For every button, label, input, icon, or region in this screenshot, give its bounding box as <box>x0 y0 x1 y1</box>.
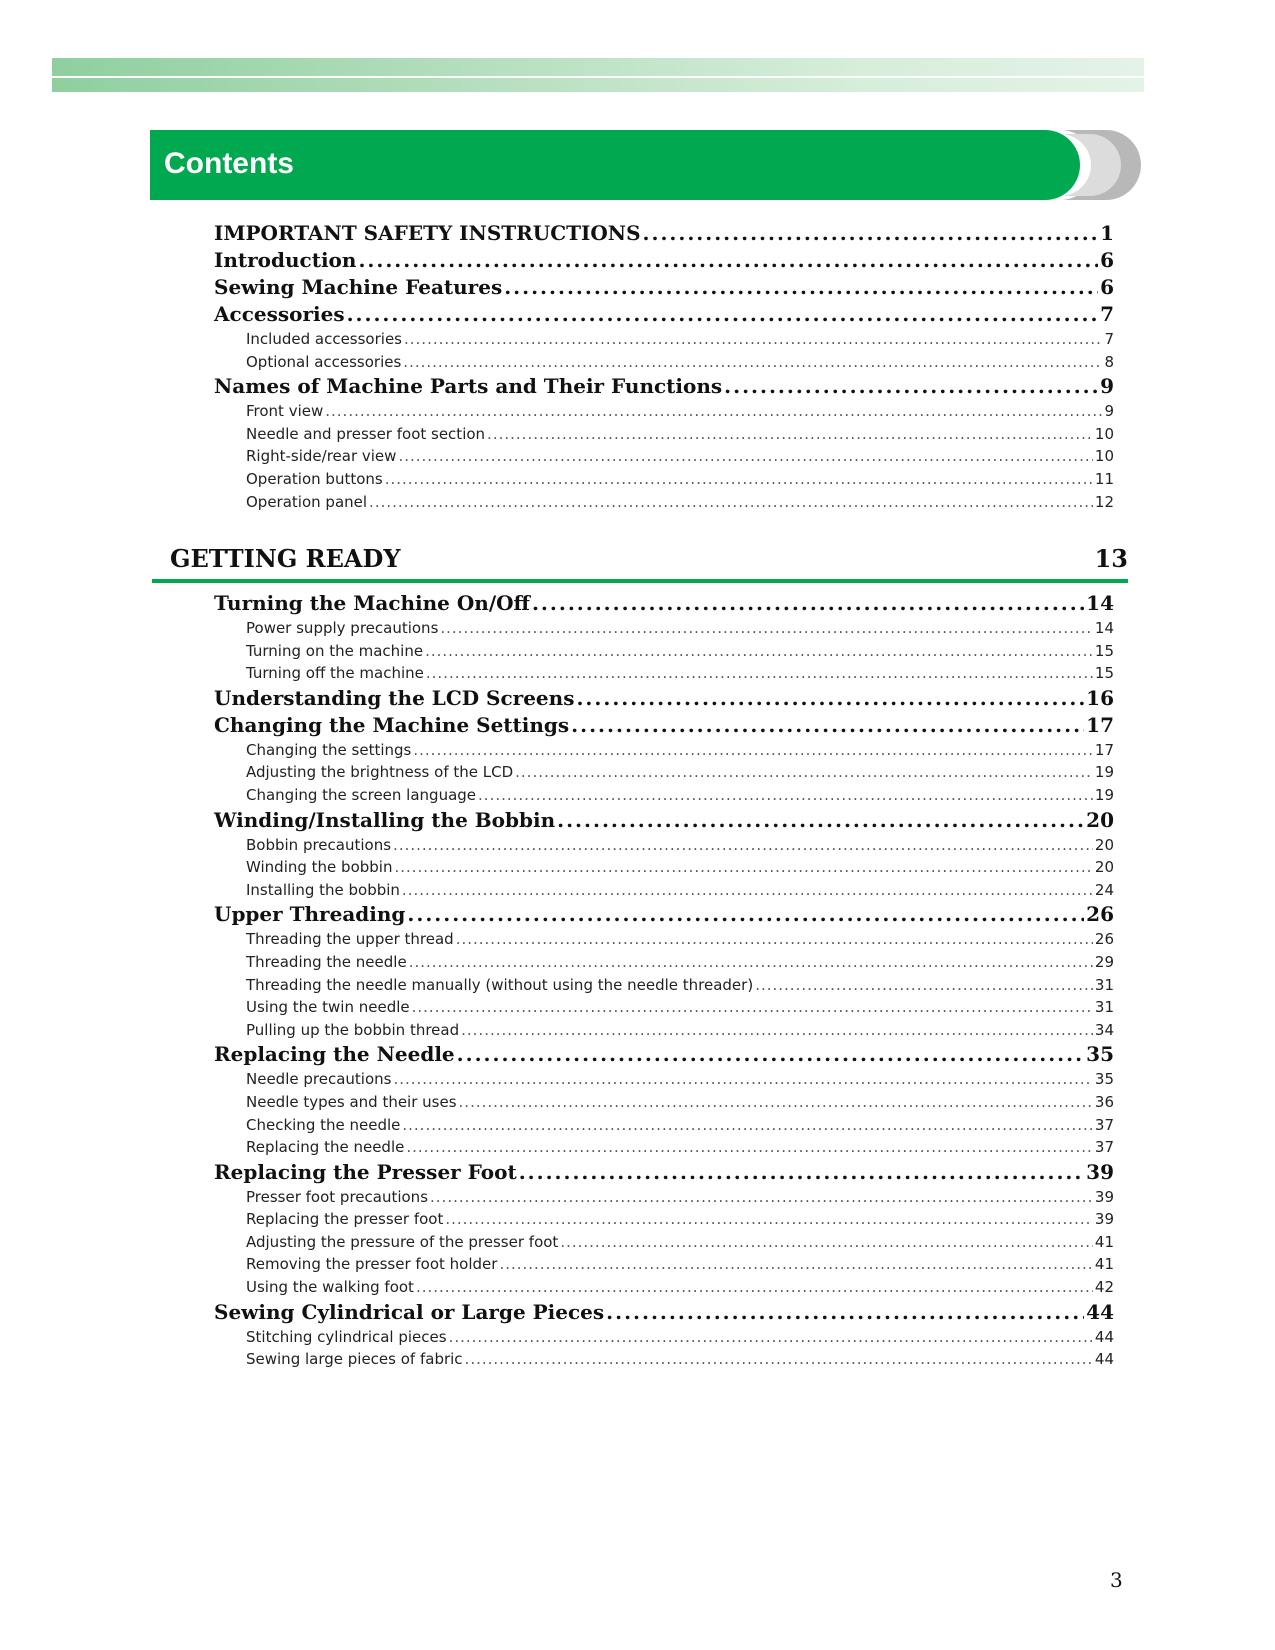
toc-entry-label: Sewing large pieces of fabric <box>246 1350 463 1369</box>
toc-entry-page: 11 <box>1094 469 1114 488</box>
toc-entry-page: 44 <box>1094 1350 1114 1369</box>
toc-entry-page: 19 <box>1094 785 1114 804</box>
toc-entry-label: Threading the needle <box>246 952 407 971</box>
toc-entry-sub[interactable] <box>214 834 1114 857</box>
toc-entry-label: Adjusting the pressure of the presser foot <box>246 1232 559 1251</box>
toc-entry-page: 10 <box>1094 447 1114 466</box>
toc-leader-dots <box>403 351 1102 374</box>
toc-entry-sub[interactable] <box>214 1114 1114 1137</box>
toc-entry-sub[interactable] <box>214 328 1114 351</box>
toc-leader-dots <box>369 491 1093 514</box>
toc-entry-label: Pulling up the bobbin thread <box>246 1020 460 1039</box>
toc-leader-dots <box>393 1068 1092 1091</box>
toc-entry-page: 12 <box>1094 492 1114 511</box>
toc-leader-dots <box>519 1159 1084 1186</box>
toc-entry-sub[interactable] <box>214 1208 1114 1231</box>
toc-entry-main[interactable] <box>214 373 1114 400</box>
toc-leader-dots <box>557 807 1084 834</box>
toc-leader-dots <box>643 220 1099 247</box>
toc-entry-label: Changing the screen language <box>246 785 477 804</box>
toc-leader-dots <box>456 928 1093 951</box>
toc-entry-page: 19 <box>1094 763 1114 782</box>
toc-entry-label: Threading the upper thread <box>246 930 454 949</box>
toc-entry-page: 9 <box>1100 374 1114 399</box>
header-decoration-band <box>52 58 1144 92</box>
toc-leader-dots <box>499 1253 1092 1276</box>
toc-entry-label: Needle and presser foot section <box>246 424 486 443</box>
toc-entry-label: Upper Threading <box>214 902 406 927</box>
toc-leader-dots <box>347 301 1099 328</box>
toc-entry-label: Installing the bobbin <box>246 880 400 899</box>
toc-entry-page: 6 <box>1100 275 1114 299</box>
toc-entry-page: 42 <box>1094 1278 1114 1297</box>
toc-entry-sub[interactable] <box>214 1068 1114 1091</box>
toc-entry-sub[interactable] <box>214 1253 1114 1276</box>
toc-entry-sub[interactable] <box>214 1231 1114 1254</box>
toc-entry-sub[interactable] <box>214 1186 1114 1209</box>
toc-entry-label: Optional accessories <box>246 352 402 371</box>
banner-swoosh-icon <box>1060 130 1150 200</box>
toc-entry-page: 14 <box>1094 619 1114 637</box>
toc-entry-label: Using the walking foot <box>246 1278 414 1297</box>
toc-entry-page: 39 <box>1086 1159 1114 1184</box>
toc-leader-dots <box>449 1326 1093 1349</box>
toc-leader-dots <box>394 856 1092 879</box>
toc-entry-label: Understanding the LCD Screens <box>214 685 575 710</box>
toc-leader-dots <box>413 739 1093 762</box>
toc-intro-list <box>214 220 1114 513</box>
toc-leader-dots <box>515 761 1093 784</box>
toc-entry-sub[interactable] <box>214 640 1114 663</box>
toc-leader-dots <box>406 1136 1093 1159</box>
toc-entry-label: IMPORTANT SAFETY INSTRUCTIONS <box>214 221 641 245</box>
toc-leader-dots <box>398 445 1092 468</box>
toc-entry-page: 37 <box>1094 1138 1114 1157</box>
toc-entry-sub[interactable] <box>214 491 1114 514</box>
toc-leader-dots <box>445 1208 1093 1231</box>
toc-entry-sub[interactable] <box>214 951 1114 974</box>
toc-entry-page: 20 <box>1086 807 1114 832</box>
toc-leader-dots <box>409 951 1093 974</box>
toc-entry-label: Bobbin precautions <box>246 835 392 854</box>
toc-entry-page: 26 <box>1094 930 1114 949</box>
toc-entry-label: Operation buttons <box>246 469 383 488</box>
toc-leader-dots <box>385 468 1093 491</box>
toc-entry-page: 24 <box>1094 880 1114 899</box>
toc-entry-label: Adjusting the brightness of the LCD <box>246 763 514 782</box>
toc-entry-label: Replacing the Presser Foot <box>214 1159 517 1184</box>
toc-entry-sub[interactable] <box>214 856 1114 879</box>
toc-leader-dots <box>402 1114 1093 1137</box>
toc-entry-sub[interactable] <box>214 1091 1114 1114</box>
toc-entry-main[interactable] <box>214 712 1114 739</box>
toc-entry-label: Turning the Machine On/Off <box>214 591 530 615</box>
toc-entry-page: 6 <box>1100 248 1114 272</box>
toc-entry-page: 15 <box>1094 664 1114 683</box>
toc-entry-page: 44 <box>1094 1327 1114 1346</box>
toc-leader-dots <box>425 640 1093 663</box>
toc-leader-dots <box>393 834 1093 857</box>
toc-entry-sub[interactable] <box>214 996 1114 1019</box>
toc-entry-label: Needle types and their uses <box>246 1092 457 1111</box>
toc-entry-page: 14 <box>1086 591 1114 615</box>
toc-entry-page: 41 <box>1094 1232 1114 1251</box>
toc-leader-dots <box>430 1186 1093 1209</box>
toc-entry-page: 36 <box>1094 1092 1114 1111</box>
toc-leader-dots <box>532 590 1084 617</box>
toc-entry-label: Right-side/rear view <box>246 447 397 466</box>
toc-leader-dots <box>402 879 1093 902</box>
toc-entry-label: Replacing the needle <box>246 1138 405 1157</box>
toc-entry-main[interactable] <box>214 220 1114 247</box>
toc-entry-main[interactable] <box>214 590 1114 617</box>
toc-entry-main[interactable] <box>214 807 1114 834</box>
toc-leader-dots <box>478 784 1093 807</box>
toc-leader-dots <box>571 712 1084 739</box>
toc-entry-page: 10 <box>1094 424 1114 443</box>
toc-entry-page: 35 <box>1094 1070 1114 1089</box>
toc-entry-page: 20 <box>1094 835 1114 854</box>
toc-entry-label: Changing the Machine Settings <box>214 712 570 737</box>
toc-entry-label: Replacing the Needle <box>214 1042 455 1067</box>
toc-leader-dots <box>560 1231 1093 1254</box>
toc-entry-sub[interactable] <box>214 617 1114 640</box>
toc-entry-sub[interactable] <box>214 662 1114 685</box>
toc-leader-dots <box>325 400 1102 423</box>
toc-entry-label: Winding/Installing the Bobbin <box>214 807 556 832</box>
toc-entry-page: 34 <box>1094 1020 1114 1039</box>
toc-entry-main[interactable] <box>214 685 1114 712</box>
toc-leader-dots <box>461 1019 1093 1042</box>
toc-leader-dots <box>576 685 1084 712</box>
toc-entry-label: Sewing Cylindrical or Large Pieces <box>214 1299 605 1324</box>
toc-entry-label: Included accessories <box>246 330 402 348</box>
toc-leader-dots <box>606 1299 1084 1326</box>
toc-leader-dots <box>755 974 1093 997</box>
section-header-getting-ready <box>170 544 1128 573</box>
toc-leader-dots <box>404 328 1102 351</box>
header-band-rule <box>52 76 1144 78</box>
toc-entry-sub[interactable] <box>214 784 1114 807</box>
section-page: 13 <box>1094 544 1128 573</box>
toc-entry-page: 39 <box>1094 1187 1114 1206</box>
toc-entry-label: Needle precautions <box>246 1070 392 1089</box>
toc-entry-page: 29 <box>1094 952 1114 971</box>
toc-entry-sub[interactable] <box>214 1276 1114 1299</box>
toc-entry-page: 44 <box>1086 1299 1114 1324</box>
toc-entry-page: 31 <box>1094 975 1114 994</box>
toc-entry-label: Turning on the machine <box>246 641 424 660</box>
toc-leader-dots <box>487 423 1093 446</box>
toc-entry-sub[interactable] <box>214 468 1114 491</box>
page-number: 3 <box>1110 1568 1123 1592</box>
toc-entry-label: Winding the bobbin <box>246 858 393 877</box>
toc-entry-main[interactable] <box>214 901 1114 928</box>
toc-entry-main[interactable] <box>214 1159 1114 1186</box>
toc-entry-label: Operation panel <box>246 492 368 511</box>
toc-entry-page: 8 <box>1104 352 1114 371</box>
toc-entry-page: 26 <box>1086 902 1114 927</box>
toc-entry-page: 7 <box>1104 330 1114 348</box>
toc-entry-label: Accessories <box>214 302 345 326</box>
toc-entry-sub[interactable] <box>214 1326 1114 1349</box>
toc-entry-page: 20 <box>1094 858 1114 877</box>
toc-entry-label: Using the twin needle <box>246 998 410 1017</box>
toc-entry-sub[interactable] <box>214 739 1114 762</box>
toc-entry-page: 16 <box>1086 685 1114 710</box>
toc-entry-sub[interactable] <box>214 400 1114 423</box>
toc-entry-sub[interactable] <box>214 1136 1114 1159</box>
toc-entry-page: 7 <box>1100 302 1114 326</box>
toc-leader-dots <box>426 662 1093 685</box>
page-title: Contents <box>164 147 294 180</box>
toc-leader-dots <box>358 247 1098 274</box>
toc-entry-label: Front view <box>246 402 324 421</box>
toc-entry-main[interactable] <box>214 1041 1114 1068</box>
toc-leader-dots <box>416 1276 1093 1299</box>
toc-entry-sub[interactable] <box>214 761 1114 784</box>
toc-entry-main[interactable] <box>214 1299 1114 1326</box>
toc-entry-sub[interactable] <box>214 1019 1114 1042</box>
toc-entry-label: Sewing Machine Features <box>214 275 503 299</box>
toc-entry-label: Presser foot precautions <box>246 1187 429 1206</box>
toc-leader-dots <box>459 1091 1093 1114</box>
toc-entry-page: 17 <box>1094 740 1114 759</box>
toc-entry-page: 37 <box>1094 1115 1114 1134</box>
toc-entry-label: Checking the needle <box>246 1115 401 1134</box>
toc-entry-label: Names of Machine Parts and Their Functions <box>214 374 723 399</box>
toc-entry-page: 35 <box>1086 1042 1114 1067</box>
toc-entry-page: 9 <box>1104 402 1114 421</box>
toc-entry-sub[interactable] <box>214 879 1114 902</box>
toc-leader-dots <box>440 617 1093 640</box>
toc-entry-label: Replacing the presser foot <box>246 1210 444 1229</box>
toc-entry-label: Turning off the machine <box>246 664 424 683</box>
toc-entry-sub[interactable] <box>214 1348 1114 1371</box>
toc-entry-page: 39 <box>1094 1210 1114 1229</box>
toc-entry-sub[interactable] <box>214 445 1114 468</box>
toc-entry-label: Power supply precautions <box>246 619 439 637</box>
toc-leader-dots <box>457 1041 1085 1068</box>
toc-leader-dots <box>407 901 1084 928</box>
toc-entry-main[interactable] <box>214 301 1114 328</box>
toc-entry-page: 17 <box>1086 712 1114 737</box>
toc-entry-sub[interactable] <box>214 974 1114 997</box>
toc-entry-sub[interactable] <box>214 423 1114 446</box>
toc-entry-page: 1 <box>1100 221 1114 245</box>
toc-entry-page: 41 <box>1094 1255 1114 1274</box>
contents-banner <box>150 130 1080 200</box>
toc-entry-label: Removing the presser foot holder <box>246 1255 498 1274</box>
toc-leader-dots <box>412 996 1093 1019</box>
toc-entry-label: Introduction <box>214 248 357 272</box>
toc-entry-page: 31 <box>1094 998 1114 1017</box>
toc-entry-sub[interactable] <box>214 351 1114 374</box>
section-divider <box>152 579 1128 583</box>
toc-entry-label: Threading the needle manually (without using the needle threader) <box>246 975 754 994</box>
toc-entry-label: Changing the settings <box>246 740 412 759</box>
toc-entry-label: Stitching cylindrical pieces <box>246 1327 447 1346</box>
toc-leader-dots <box>724 373 1098 400</box>
toc-entry-main[interactable] <box>214 247 1114 274</box>
toc-entry-page: 15 <box>1094 641 1114 660</box>
toc-leader-dots <box>465 1348 1093 1371</box>
toc-leader-dots <box>504 274 1098 301</box>
toc-entry-main[interactable] <box>214 274 1114 301</box>
section-title: GETTING READY <box>170 544 401 573</box>
toc-entry-sub[interactable] <box>214 928 1114 951</box>
toc-getting-ready-list <box>214 590 1114 1371</box>
